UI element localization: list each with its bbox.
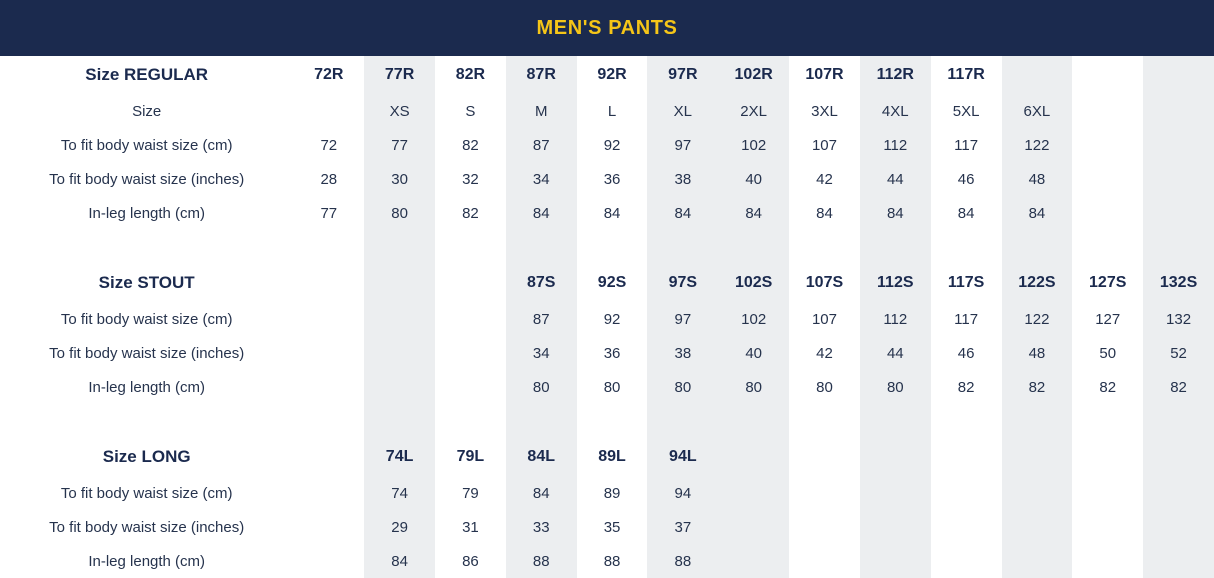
table-cell (931, 510, 1002, 544)
column-header-cell: 112R (860, 56, 931, 94)
table-cell (435, 302, 506, 336)
table-cell: 77 (364, 128, 435, 162)
column-header-cell: 87S (506, 264, 577, 302)
section-spacer (0, 230, 1214, 264)
spacer-cell (789, 404, 860, 438)
spacer-cell (860, 404, 931, 438)
spacer-cell (718, 404, 789, 438)
table-cell: 4XL (860, 94, 931, 128)
table-cell: 80 (816, 378, 833, 396)
table-cell: 46 (957, 170, 975, 188)
size-chart-body (0, 56, 1214, 578)
table-row (0, 476, 1214, 510)
spacer-cell (0, 230, 293, 264)
column-header-cell (931, 438, 1002, 476)
column-header-cell: 74L (364, 438, 435, 476)
table-cell: 102 (718, 302, 789, 336)
table-cell: 44 (860, 162, 931, 196)
spacer-cell (1002, 230, 1073, 264)
column-header-cell: 92S (597, 274, 627, 291)
table-row (0, 336, 1214, 370)
table-cell: 97 (647, 128, 718, 162)
table-cell: 102 (718, 128, 789, 162)
table-cell: 29 (364, 510, 435, 544)
table-row (0, 94, 1214, 128)
table-cell: 28 (320, 170, 338, 188)
table-cell (1072, 128, 1143, 162)
row-label: To fit body waist size (cm) (60, 136, 233, 154)
spacer-cell (293, 230, 364, 264)
table-cell: 80 (364, 196, 435, 230)
table-cell: 89 (603, 484, 621, 502)
column-header-cell: 107S (805, 274, 844, 291)
table-cell: 77 (320, 204, 338, 222)
column-header-cell (1143, 438, 1214, 476)
table-cell: 88 (603, 552, 621, 570)
spacer-cell (0, 404, 293, 438)
table-cell (931, 544, 1002, 578)
spacer-cell (506, 230, 577, 264)
table-cell (1143, 162, 1214, 196)
table-cell: 38 (647, 162, 718, 196)
table-cell: 34 (506, 162, 577, 196)
table-cell: 52 (1143, 336, 1214, 370)
table-cell (293, 510, 364, 544)
table-cell: 84 (1002, 196, 1073, 230)
table-cell (364, 302, 435, 336)
spacer-cell (718, 230, 789, 264)
table-cell: 44 (860, 336, 931, 370)
table-cell: 82 (462, 204, 479, 222)
column-header-cell (1002, 438, 1073, 476)
table-cell: 112 (860, 128, 931, 162)
column-header-cell: 127S (1089, 274, 1127, 291)
spacer-cell (577, 404, 648, 438)
row-label: In-leg length (cm) (88, 204, 206, 222)
table-row-header-size-regular (0, 56, 1214, 94)
table-cell: 42 (816, 170, 833, 188)
column-header-cell: 94L (647, 438, 718, 476)
section-header-label: Size REGULAR (85, 65, 209, 84)
table-cell (364, 370, 435, 404)
spacer-cell (931, 404, 1002, 438)
spacer-cell (1072, 230, 1143, 264)
table-cell: 74 (364, 476, 435, 510)
table-cell (1002, 476, 1073, 510)
column-header-cell: 92R (597, 66, 627, 83)
column-header-cell (718, 438, 789, 476)
table-cell: 88 (647, 544, 718, 578)
column-header-cell (293, 264, 364, 302)
table-cell (364, 336, 435, 370)
column-header-cell (1002, 56, 1073, 94)
table-cell (1072, 162, 1143, 196)
table-cell: 84 (647, 196, 718, 230)
chart-title-bar (0, 0, 1214, 56)
table-cell (718, 476, 789, 510)
size-chart-table (0, 56, 1214, 578)
table-cell: 82 (957, 378, 975, 396)
table-cell (435, 336, 506, 370)
column-header-cell (1072, 56, 1143, 94)
table-cell (860, 544, 931, 578)
table-cell: 80 (603, 378, 621, 396)
row-label: To fit body waist size (inches) (49, 518, 245, 536)
spacer-cell (647, 404, 718, 438)
column-header-cell: 89L (598, 448, 626, 465)
column-header-cell: 97S (647, 264, 718, 302)
table-cell: 36 (603, 170, 621, 188)
column-header-cell: 122S (1002, 264, 1073, 302)
column-header-cell: 132S (1143, 264, 1214, 302)
table-row-header-size-long (0, 438, 1214, 476)
spacer-cell (577, 230, 648, 264)
table-cell: 122 (1002, 302, 1073, 336)
table-cell (1002, 510, 1073, 544)
column-header-cell: 102S (718, 264, 789, 302)
table-cell (1143, 94, 1214, 128)
table-cell: 107 (811, 136, 837, 154)
table-row-header-size-stout (0, 264, 1214, 302)
column-header-cell: 97R (647, 56, 718, 94)
column-header-cell: 72R (314, 66, 344, 83)
table-cell: 40 (718, 162, 789, 196)
table-cell: 40 (718, 336, 789, 370)
table-cell (293, 336, 364, 370)
table-cell: 84 (506, 196, 577, 230)
table-cell: 35 (603, 518, 621, 536)
column-header-cell (293, 438, 364, 476)
table-cell (718, 510, 789, 544)
row-label: In-leg length (cm) (88, 378, 206, 396)
table-cell: L (607, 102, 617, 120)
column-header-cell (1072, 438, 1143, 476)
spacer-cell (293, 404, 364, 438)
table-cell: 84 (364, 544, 435, 578)
spacer-cell (435, 404, 506, 438)
table-cell: 82 (1002, 370, 1073, 404)
table-cell: 34 (506, 336, 577, 370)
table-cell: 80 (506, 370, 577, 404)
table-cell: 30 (364, 162, 435, 196)
table-cell: 31 (462, 518, 479, 536)
table-row (0, 162, 1214, 196)
column-header-cell: 107R (805, 66, 844, 83)
table-cell: 72 (320, 136, 338, 154)
table-cell: 132 (1143, 302, 1214, 336)
row-label: In-leg length (cm) (88, 552, 206, 570)
column-header-cell: 112S (860, 264, 931, 302)
table-cell: 82 (1143, 370, 1214, 404)
table-cell: S (465, 102, 476, 120)
table-cell (293, 476, 364, 510)
table-row (0, 196, 1214, 230)
table-cell: 117 (954, 310, 979, 328)
spacer-cell (1143, 230, 1214, 264)
table-cell: 84 (860, 196, 931, 230)
table-cell (1072, 196, 1143, 230)
spacer-cell (1143, 404, 1214, 438)
table-row (0, 510, 1214, 544)
column-header-cell (789, 438, 860, 476)
table-cell: 48 (1002, 162, 1073, 196)
spacer-cell (860, 230, 931, 264)
table-cell: 48 (1002, 336, 1073, 370)
table-cell: 82 (1099, 378, 1117, 396)
spacer-cell (931, 230, 1002, 264)
table-cell: 127 (1095, 310, 1121, 328)
table-cell: 80 (647, 370, 718, 404)
table-cell: 92 (603, 310, 621, 328)
table-cell: XL (647, 94, 718, 128)
table-cell: 87 (506, 128, 577, 162)
table-cell: 80 (718, 370, 789, 404)
table-cell (435, 370, 506, 404)
section-header-label: Size STOUT (98, 273, 195, 292)
table-cell: 84 (506, 476, 577, 510)
table-cell: 42 (816, 344, 833, 362)
column-header-cell: 117S (947, 274, 985, 291)
table-row (0, 544, 1214, 578)
table-row (0, 128, 1214, 162)
table-cell: 87 (506, 302, 577, 336)
table-cell (1072, 476, 1143, 510)
table-cell (293, 94, 364, 128)
table-cell (1072, 510, 1143, 544)
table-cell (1143, 510, 1214, 544)
table-cell (789, 510, 860, 544)
column-header-cell: 82R (455, 66, 486, 83)
table-cell (1072, 544, 1143, 578)
column-header-cell (860, 438, 931, 476)
table-cell: 82 (462, 136, 479, 154)
table-cell: 50 (1099, 344, 1117, 362)
spacer-cell (789, 230, 860, 264)
row-label: To fit body waist size (cm) (60, 310, 233, 328)
section-header-label: Size LONG (102, 447, 191, 466)
table-cell: 80 (860, 370, 931, 404)
row-label: To fit body waist size (inches) (49, 344, 245, 362)
column-header-cell (364, 264, 435, 302)
column-header-cell: 79L (456, 448, 485, 465)
table-cell: 79 (462, 484, 479, 502)
table-cell (1072, 94, 1143, 128)
table-cell: 3XL (811, 102, 838, 120)
table-cell: 38 (647, 336, 718, 370)
row-label: Size (132, 102, 162, 120)
table-cell: 46 (957, 344, 975, 362)
spacer-cell (364, 404, 435, 438)
table-cell: 84 (718, 196, 789, 230)
table-cell: 5XL (952, 102, 980, 120)
page-title: MEN'S PANTS (536, 16, 678, 39)
spacer-cell (435, 230, 506, 264)
table-cell (1143, 476, 1214, 510)
table-cell (293, 370, 364, 404)
table-cell: 2XL (718, 94, 789, 128)
table-cell: 92 (603, 136, 621, 154)
table-cell (1143, 128, 1214, 162)
column-header-cell: 84L (506, 438, 577, 476)
table-cell (789, 544, 860, 578)
column-header-cell (1143, 56, 1214, 94)
table-cell (789, 476, 860, 510)
spacer-cell (364, 230, 435, 264)
table-cell: 84 (957, 204, 975, 222)
table-cell: 6XL (1002, 94, 1073, 128)
table-cell: 88 (506, 544, 577, 578)
column-header-cell: 77R (364, 56, 435, 94)
spacer-cell (1072, 404, 1143, 438)
table-cell: 37 (647, 510, 718, 544)
table-cell: 32 (462, 170, 479, 188)
table-row (0, 302, 1214, 336)
column-header-cell: 87R (506, 56, 577, 94)
table-cell (1143, 196, 1214, 230)
table-cell (860, 476, 931, 510)
table-cell: 112 (860, 302, 931, 336)
table-cell: 122 (1002, 128, 1073, 162)
table-cell: 107 (811, 310, 837, 328)
spacer-cell (1002, 404, 1073, 438)
table-cell: 94 (647, 476, 718, 510)
table-cell (718, 544, 789, 578)
column-header-cell (435, 264, 506, 302)
table-row (0, 370, 1214, 404)
spacer-cell (647, 230, 718, 264)
row-label: To fit body waist size (cm) (60, 484, 233, 502)
column-header-cell: 102R (718, 56, 789, 94)
table-cell (293, 302, 364, 336)
table-cell (1143, 544, 1214, 578)
spacer-cell (506, 404, 577, 438)
table-cell: M (506, 94, 577, 128)
row-label: To fit body waist size (inches) (49, 170, 245, 188)
table-cell: 117 (954, 136, 979, 154)
table-cell (931, 476, 1002, 510)
table-cell: 84 (816, 204, 833, 222)
table-cell: XS (364, 94, 435, 128)
column-header-cell: 117R (947, 66, 985, 83)
table-cell (860, 510, 931, 544)
table-cell: 86 (462, 552, 479, 570)
table-cell (1002, 544, 1073, 578)
section-spacer (0, 404, 1214, 438)
table-cell (293, 544, 364, 578)
table-cell: 84 (603, 204, 621, 222)
table-cell: 36 (603, 344, 621, 362)
table-cell: 97 (647, 302, 718, 336)
table-cell: 33 (506, 510, 577, 544)
